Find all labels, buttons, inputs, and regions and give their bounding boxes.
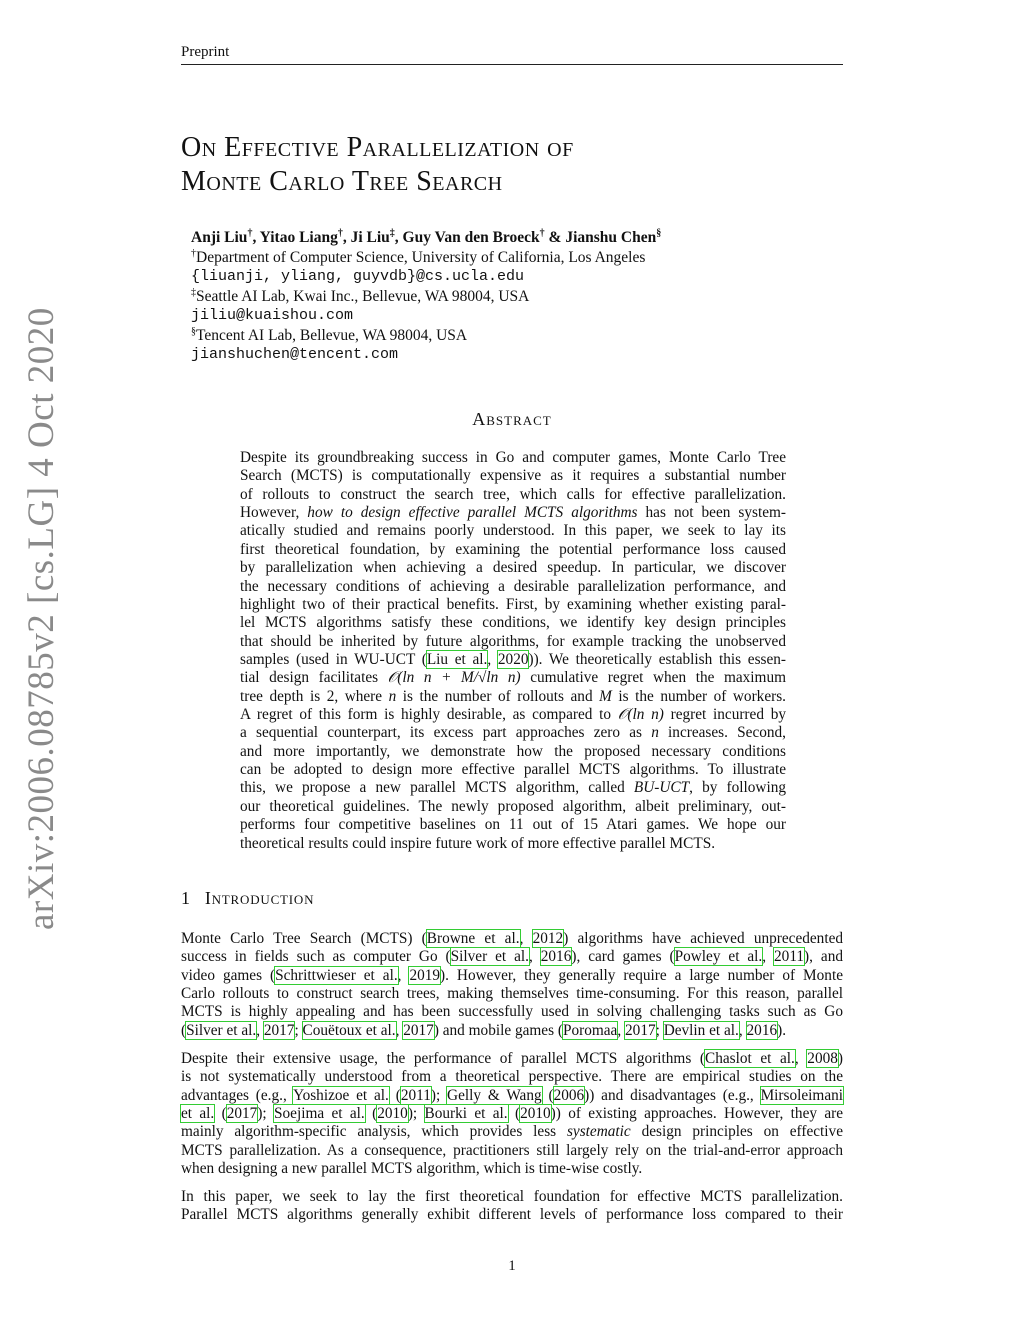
affiliation-2: [191, 287, 661, 307]
abstract-line: theoretical results could inspire future work of more effective parallel MCTS.: [240, 834, 716, 852]
abstract-line: Search (MCTS) is computationally expensive as it requires a substantial number: [240, 467, 786, 485]
text-span: ;: [655, 1021, 664, 1039]
running-header: Preprint: [181, 44, 843, 65]
paper-title: [181, 131, 574, 199]
abstract-line: our theoretical guidelines. The newly proposed algorithm, albeit preliminary, out-: [240, 797, 786, 815]
text-span: )) of existing approaches. However, they are: [550, 1105, 844, 1123]
text-span: Despite their extensive usage, the performance of parallel MCTS algorithms (: [181, 1050, 705, 1067]
section-title-text: Introduction: [204, 888, 315, 908]
arxiv-identifier[interactable]: arXiv:2006.08785v2 [cs.LG] 4 Oct 2020: [21, 307, 62, 930]
text-span: is the number of rollouts and: [396, 687, 600, 705]
citation-year-link[interactable]: 2017: [263, 1021, 295, 1039]
abstract-line: first theoretical foundation, by examining the potential performance loss caused: [240, 540, 786, 558]
citation-year-link[interactable]: 2008: [807, 1050, 838, 1067]
paragraph-3: [181, 1188, 843, 1225]
affil-mark: †: [191, 247, 196, 259]
abstract-line: that should be inherited by future algorithms, for example tracking the unobserved: [240, 632, 786, 650]
math-expression: 𝒪(ln n + M/√ln n): [387, 669, 521, 687]
body-line: [181, 1087, 843, 1105]
citation-year-link[interactable]: 2020: [497, 650, 529, 668]
text-span: design principles on effective: [630, 1123, 843, 1141]
citation-year-link[interactable]: 2011: [400, 1086, 431, 1104]
text-span: ) algorithms have achieved unprecedented: [563, 930, 844, 947]
affil-mark: §: [191, 325, 196, 337]
text-span: ,: [256, 1021, 264, 1039]
text-span: increases. Second,: [658, 724, 786, 742]
affil-mark: †: [247, 227, 253, 239]
citation-year-link[interactable]: 2010: [377, 1105, 408, 1123]
text-span: )). We theoretically establish this essen-: [528, 650, 787, 668]
math-variable: M: [599, 687, 612, 705]
abstract-heading: Abstract: [472, 409, 552, 429]
affil-mark: ‡: [191, 286, 196, 298]
text-span: tial design facilitates: [240, 669, 388, 687]
abstract-line: [240, 688, 786, 706]
citation-link[interactable]: Mirsoleimani: [760, 1086, 844, 1104]
citation-link[interactable]: Yoshizoe et al.: [293, 1086, 389, 1104]
citation-link[interactable]: Schrittwieser et al.: [275, 966, 398, 984]
citation-link[interactable]: Poromaa: [562, 1021, 618, 1039]
abstract-line: [240, 779, 786, 797]
abstract-line: performs four competitive baselines on 11 out of 15 Atari games. We hope our: [240, 816, 786, 834]
affiliation-text: Department of Computer Science, University of California, Los Angeles: [196, 248, 646, 266]
affil-mark: †: [539, 227, 545, 239]
text-span: );: [407, 1105, 425, 1123]
body-line: MCTS is highly appealing and has been successfully used in solving challenging tasks such as Go: [181, 1003, 843, 1021]
paragraph-1: [181, 930, 843, 1040]
author-name: & Jianshu Chen: [544, 229, 657, 246]
abstract-line: [240, 724, 786, 742]
section-heading: [181, 888, 314, 909]
text-span: (: [364, 1105, 378, 1123]
text-span: (: [214, 1105, 227, 1123]
abstract-line: atically studied and remains poorly understood. In this paper, we seek to lay its: [240, 522, 786, 540]
citation-year-link[interactable]: 2016: [540, 948, 572, 966]
citation-link[interactable]: Couëtoux et al.: [302, 1021, 396, 1039]
affiliation-text: Tencent AI Lab, Bellevue, WA 98004, USA: [196, 326, 468, 344]
email-1: {liuanji, yliang, guyvdb}@cs.ucla.edu: [191, 268, 525, 285]
affiliation-text: Seattle AI Lab, Kwai Inc., Bellevue, WA 98004, USA: [196, 287, 530, 305]
text-span: ,: [397, 966, 410, 984]
text-span: ) and mobile games (: [433, 1021, 563, 1039]
citation-link[interactable]: Browne et al.: [426, 930, 520, 947]
body-line: Carlo rollouts to construct search trees, making themselves time-consuming. For this reason, parallel: [181, 985, 843, 1003]
abstract-line: can be adopted to design more effective parallel MCTS algorithms. To illustrate: [240, 761, 786, 779]
text-span: tree depth is 2, where: [240, 687, 389, 705]
text-span: mainly algorithm-specific analysis, which provides less: [181, 1123, 567, 1141]
author-block: [191, 228, 661, 365]
text-span: ): [837, 1050, 843, 1067]
math-variable: n: [651, 724, 659, 742]
text-span: ;: [294, 1021, 303, 1039]
text-span: a sequential counterpart, its excess part approaches zero as: [240, 724, 652, 742]
author-name: , Guy Van den Broeck: [394, 229, 540, 246]
email-3: jianshuchen@tencent.com: [191, 346, 399, 363]
citation-link[interactable]: Silver et al.: [186, 1021, 257, 1039]
body-line: when designing a new parallel MCTS algorithm, which is time-wise costly.: [181, 1160, 643, 1178]
text-span: success in fields such as computer Go (: [181, 948, 451, 966]
emphasis-text: how to design effective parallel MCTS algorithms: [307, 504, 638, 522]
body-line: [181, 1022, 843, 1040]
text-span: ).: [777, 1021, 787, 1039]
author-name: , Ji Liu: [342, 229, 390, 246]
abstract-line: [240, 669, 786, 687]
title-line-2: Monte Carlo Tree Search: [181, 166, 503, 197]
citation-link[interactable]: Liu et al.: [426, 650, 488, 668]
text-span: is the number of workers.: [611, 687, 786, 705]
citation-year-link[interactable]: 2017: [226, 1105, 258, 1123]
text-span: ,: [528, 948, 541, 966]
text-span: ,: [487, 650, 498, 668]
affiliation-1: [191, 248, 661, 268]
citation-link[interactable]: Bourki et al.: [424, 1105, 508, 1123]
abstract-line: [240, 504, 786, 522]
abstract-line: by parallelization when achieving a desired speedup. In particular, we discover: [240, 559, 786, 577]
body-line: [181, 948, 843, 966]
abstract-line: Despite its groundbreaking success in Go and computer games, Monte Carlo Tree: [240, 449, 786, 466]
affil-mark: §: [656, 227, 662, 239]
text-span: );: [430, 1086, 448, 1104]
title-line-1: On Effective Parallelization of: [181, 132, 574, 163]
text-span: A regret of this form is highly desirable, as compared to: [240, 706, 618, 724]
text-span: ,: [738, 1021, 747, 1039]
text-span: However,: [240, 504, 308, 522]
abstract-line: and more importantly, we demonstrate how the proposed necessary conditions: [240, 742, 786, 760]
author-names: [191, 228, 661, 248]
citation-year-link[interactable]: 2017: [403, 1021, 434, 1039]
paragraph-2: [181, 1050, 843, 1179]
abstract-line: [240, 706, 786, 724]
text-span: advantages (e.g.,: [181, 1086, 294, 1104]
text-span: ,: [794, 1050, 808, 1067]
citation-year-link[interactable]: 2010: [520, 1105, 551, 1123]
citation-year-link[interactable]: 2016: [746, 1021, 778, 1039]
body-line: MCTS parallelization. As a consequence, practitioners still largely rely on the trial-and-error approach: [181, 1141, 843, 1159]
body-line: is not systematically understood from a theoretical perspective. There are empirical studies on the: [181, 1068, 843, 1086]
abstract-line: lel MCTS algorithms satisfy these conditions, we identify key design principles: [240, 614, 786, 632]
text-span: , by following: [689, 779, 786, 797]
text-span: )) and disadvantages (e.g.,: [584, 1086, 761, 1104]
emphasis-text: systematic: [566, 1123, 631, 1141]
body-line: [181, 1123, 843, 1141]
text-span: video games (: [181, 966, 276, 984]
text-span: Monte Carlo Tree Search (MCTS) (: [181, 930, 427, 947]
text-span: ,: [519, 930, 533, 947]
body-line: In this paper, we seek to lay the first theoretical foundation for effective MCTS parallelization.: [181, 1188, 843, 1205]
affiliation-3: [191, 326, 661, 346]
body-line: [181, 930, 843, 948]
abstract-line: [240, 651, 786, 669]
text-span: (: [388, 1086, 401, 1104]
email-2: jiliu@kuaishou.com: [191, 307, 354, 324]
citation-link[interactable]: Chaslot et al.: [705, 1050, 795, 1067]
section-number: 1: [181, 888, 191, 908]
body-line: [181, 967, 843, 985]
text-span: ). However, they generally require a large number of Monte: [440, 966, 843, 984]
citation-link[interactable]: Powley et al.: [674, 948, 763, 966]
citation-year-link[interactable]: 2006: [553, 1086, 585, 1104]
abstract-line: highlight two of their practical benefits. First, by examining whether existing paral-: [240, 595, 786, 613]
text-span: has not been system-: [637, 504, 786, 522]
body-line: [181, 1105, 843, 1123]
author-name: Anji Liu: [191, 229, 248, 246]
text-span: this, we propose a new parallel MCTS algorithm, called: [240, 779, 634, 797]
emphasis-text: BU-UCT: [633, 779, 690, 797]
text-span: ,: [762, 948, 775, 966]
citation-year-link[interactable]: 2012: [532, 930, 564, 947]
citation-link[interactable]: Gelly & Wang: [447, 1086, 542, 1104]
abstract-body: [240, 449, 786, 853]
text-span: ,: [395, 1021, 404, 1039]
text-span: );: [257, 1105, 275, 1123]
text-span: (: [507, 1105, 521, 1123]
math-expression: 𝒪(ln n): [617, 706, 664, 724]
math-variable: n: [388, 687, 397, 705]
text-span: (: [541, 1086, 554, 1104]
text-span: regret incurred by: [663, 706, 786, 724]
affil-mark: ‡: [389, 227, 395, 239]
citation-link[interactable]: Devlin et al.: [663, 1021, 739, 1039]
text-span: ,: [617, 1021, 626, 1039]
abstract-line: of rollouts to construct the search tree, which calls for effective parallelization.: [240, 485, 786, 503]
text-span: ), and: [804, 948, 843, 966]
abstract-line: the necessary conditions of achieving a desirable parallelization performance, and: [240, 577, 786, 595]
citation-year-link[interactable]: 2011: [774, 948, 805, 966]
body-line: [181, 1050, 843, 1068]
citation-link[interactable]: Soejima et al.: [274, 1105, 365, 1123]
text-span: (: [181, 1021, 187, 1039]
affil-mark: †: [337, 227, 343, 239]
text-span: ), card games (: [571, 948, 675, 966]
citation-year-link[interactable]: 2017: [625, 1021, 656, 1039]
author-name: , Yitao Liang: [252, 229, 338, 246]
page-number: 1: [508, 1258, 516, 1274]
body-line: Parallel MCTS algorithms generally exhibit different levels of performance loss compared to their: [181, 1206, 843, 1224]
text-span: cumulative regret when the maximum: [520, 669, 786, 687]
citation-link[interactable]: Silver et al.: [450, 948, 529, 966]
citation-link[interactable]: et al.: [181, 1105, 215, 1123]
text-span: samples (used in WU-UCT (: [240, 650, 427, 668]
citation-year-link[interactable]: 2019: [409, 966, 441, 984]
